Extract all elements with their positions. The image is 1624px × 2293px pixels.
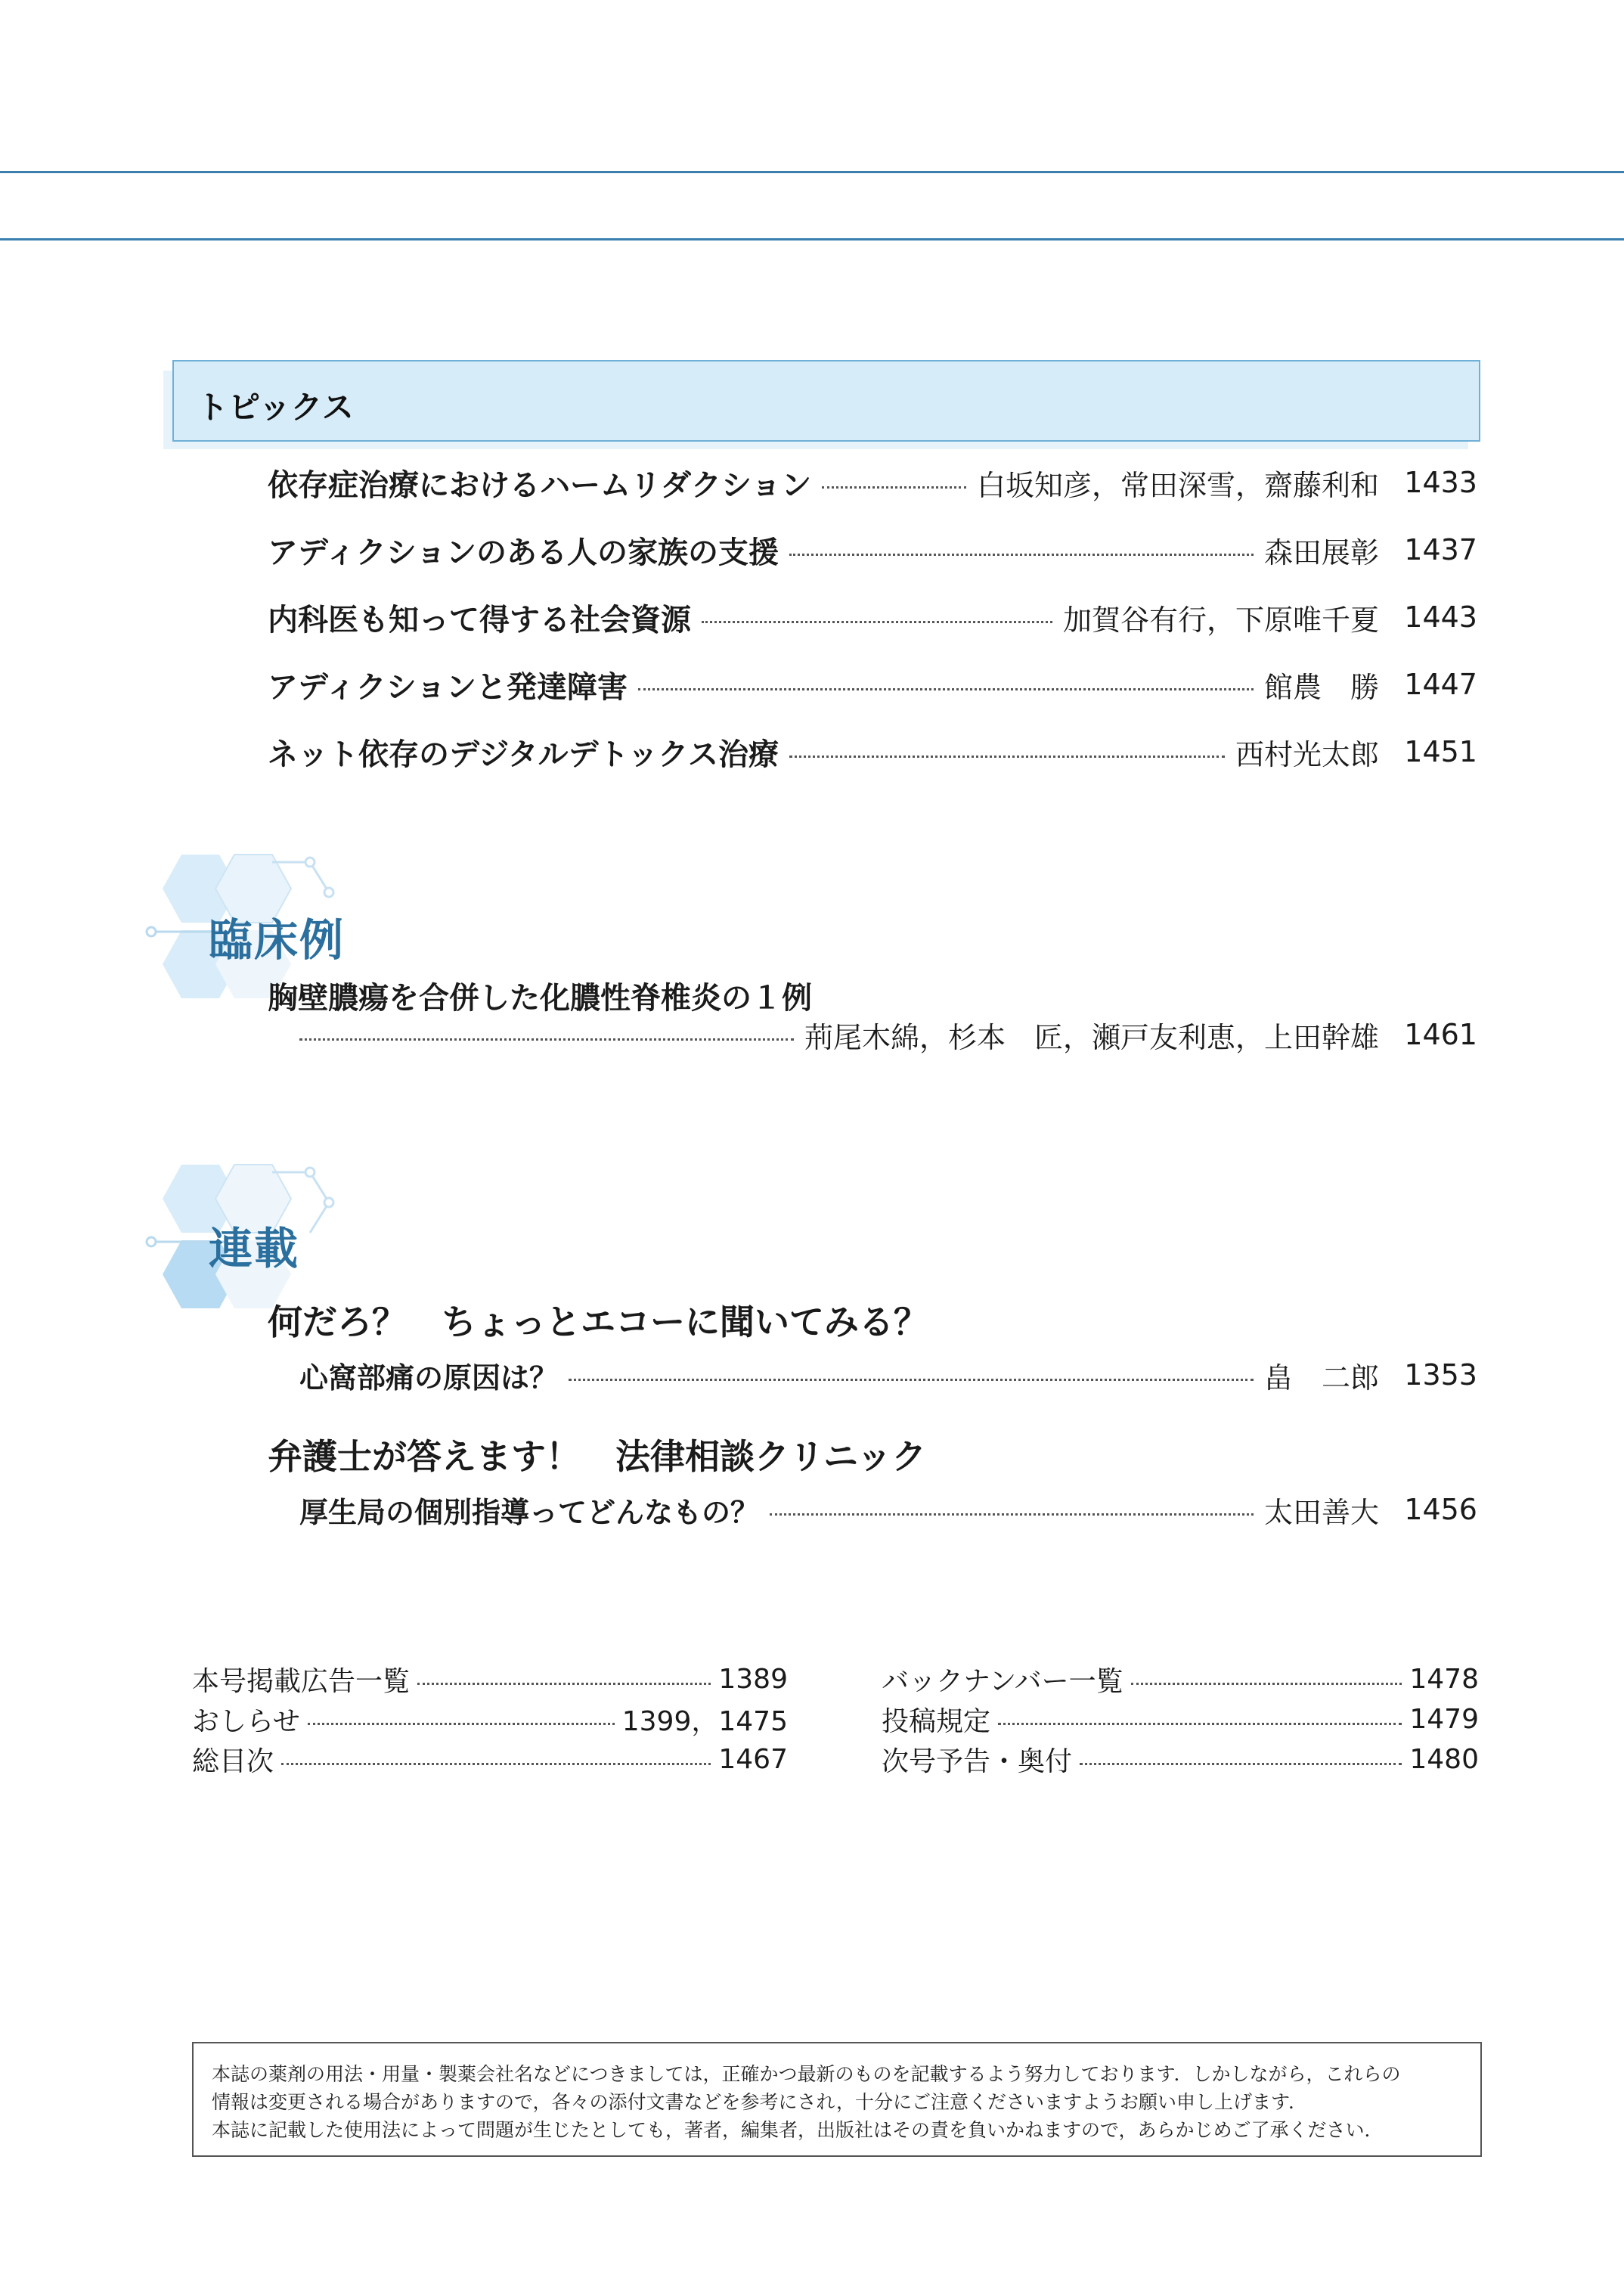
- entry-title: アディクションのある人の家族の支援: [268, 535, 779, 570]
- misc-page: 1467: [718, 1743, 788, 1775]
- misc-page: 1389: [718, 1663, 788, 1695]
- misc-entry-notices[interactable]: [192, 1701, 788, 1737]
- dot-leader: [822, 486, 966, 489]
- entry-page: 1447: [1404, 668, 1477, 701]
- entry-subtitle: 心窩部痛の原因は？: [299, 1361, 559, 1395]
- entry-page: 1433: [1404, 466, 1477, 499]
- misc-page: 1478: [1409, 1663, 1479, 1695]
- misc-page: 1480: [1409, 1743, 1479, 1775]
- dot-leader: [308, 1723, 615, 1725]
- misc-entry-index[interactable]: [192, 1741, 788, 1777]
- dot-leader: [569, 1379, 1254, 1381]
- entry-title: ネット依存のデジタルデトックス治療: [268, 737, 779, 772]
- dot-leader: [1131, 1683, 1402, 1685]
- series-title-legal: 弁護士が答えます！ 法律相談クリニック: [268, 1436, 927, 1477]
- entry-authors: 白坂知彦，常田深雪，齋藤利和: [976, 468, 1379, 502]
- entry-page: 1443: [1404, 600, 1477, 634]
- entry-title: 依存症治療におけるハームリダクション: [268, 467, 812, 503]
- clinical-section-title: 臨床例: [209, 914, 346, 966]
- dot-leader: [638, 688, 1254, 690]
- disclaimer-line: 本誌に記載した使用法によって問題が生じたとしても，著者，編集者，出版社はその責を負いかねますので，あらかじめご了承ください．: [212, 2119, 1384, 2141]
- series-title-echo: 何だろ？ ちょっとエコーに聞いてみる？: [268, 1302, 928, 1342]
- entry-subtitle: 厚生局の個別指導ってどんなもの？: [299, 1495, 760, 1529]
- dot-leader: [1080, 1763, 1402, 1765]
- misc-entry-ads[interactable]: [192, 1661, 788, 1697]
- misc-label: 投稿規定: [882, 1705, 991, 1737]
- serial-section-title: 連載: [209, 1223, 300, 1274]
- clinical-entry-title[interactable]: 胸壁膿瘍を合併した化膿性脊椎炎の１例: [268, 981, 812, 1016]
- dot-leader: [789, 554, 1254, 556]
- toc-entry-topic-4[interactable]: [268, 663, 1477, 706]
- misc-label: 次号予告・奥付: [882, 1745, 1073, 1777]
- misc-entry-backnumbers[interactable]: [882, 1661, 1479, 1697]
- entry-page: 1461: [1404, 1018, 1477, 1051]
- entry-authors: 加賀谷有行，下原唯千夏: [1062, 603, 1379, 637]
- disclaimer-box: [192, 2042, 1482, 2157]
- dot-leader: [770, 1513, 1254, 1516]
- disclaimer-line: 本誌の薬剤の用法・用量・製薬会社名などにつきましては，正確かつ最新のものを記載するよう努力しております．しかしながら，これらの: [212, 2063, 1401, 2085]
- toc-entry-serial-2[interactable]: [299, 1488, 1477, 1531]
- dot-leader: [417, 1683, 711, 1685]
- misc-entry-next-issue[interactable]: [882, 1741, 1479, 1777]
- toc-entry-topic-3[interactable]: [268, 596, 1477, 638]
- misc-page: 1479: [1409, 1703, 1479, 1735]
- toc-entry-topic-2[interactable]: [268, 529, 1477, 571]
- entry-authors: 館農 勝: [1263, 670, 1379, 704]
- dot-leader: [281, 1763, 711, 1765]
- entry-page: 1456: [1404, 1493, 1477, 1526]
- dot-leader: [299, 1038, 794, 1041]
- misc-page: 1399，1475: [621, 1705, 788, 1737]
- entry-page: 1353: [1404, 1358, 1477, 1392]
- misc-entry-submission-rules[interactable]: [882, 1701, 1479, 1737]
- dot-leader: [789, 756, 1225, 758]
- entry-title: 内科医も知って得する社会資源: [268, 602, 691, 638]
- entry-authors: 太田善大: [1263, 1495, 1379, 1529]
- misc-label: 総目次: [192, 1745, 274, 1777]
- toc-entry-topic-1[interactable]: [268, 461, 1477, 504]
- disclaimer-line: 情報は変更される場合がありますので，各々の添付文書などを参考にされ，十分にご注意くださいますようお願い申し上げます．: [212, 2091, 1308, 2113]
- toc-entry-serial-1[interactable]: [299, 1354, 1477, 1396]
- toc-entry-topic-5[interactable]: [268, 731, 1477, 773]
- entry-authors: 畠 二郎: [1263, 1361, 1379, 1395]
- entry-authors: 西村光太郎: [1235, 737, 1379, 771]
- dot-leader: [702, 621, 1052, 623]
- entry-authors: 荊尾木綿，杉本 匠，瀬戸友利恵，上田幹雄: [804, 1020, 1379, 1054]
- entry-page: 1437: [1404, 533, 1477, 566]
- top-rule-1: [0, 171, 1624, 173]
- misc-label: おしらせ: [192, 1705, 300, 1737]
- dot-leader: [998, 1723, 1402, 1725]
- misc-label: バックナンバー一覧: [882, 1665, 1123, 1697]
- entry-title: アディクションと発達障害: [268, 669, 628, 705]
- entry-authors: 森田展彰: [1263, 535, 1379, 569]
- misc-label: 本号掲載広告一覧: [192, 1665, 411, 1697]
- topics-section-header: [172, 360, 1480, 442]
- entry-page: 1451: [1404, 735, 1477, 768]
- topics-heading: トピックス: [197, 389, 354, 426]
- toc-entry-clinical[interactable]: [299, 1013, 1477, 1056]
- top-rule-2: [0, 238, 1624, 240]
